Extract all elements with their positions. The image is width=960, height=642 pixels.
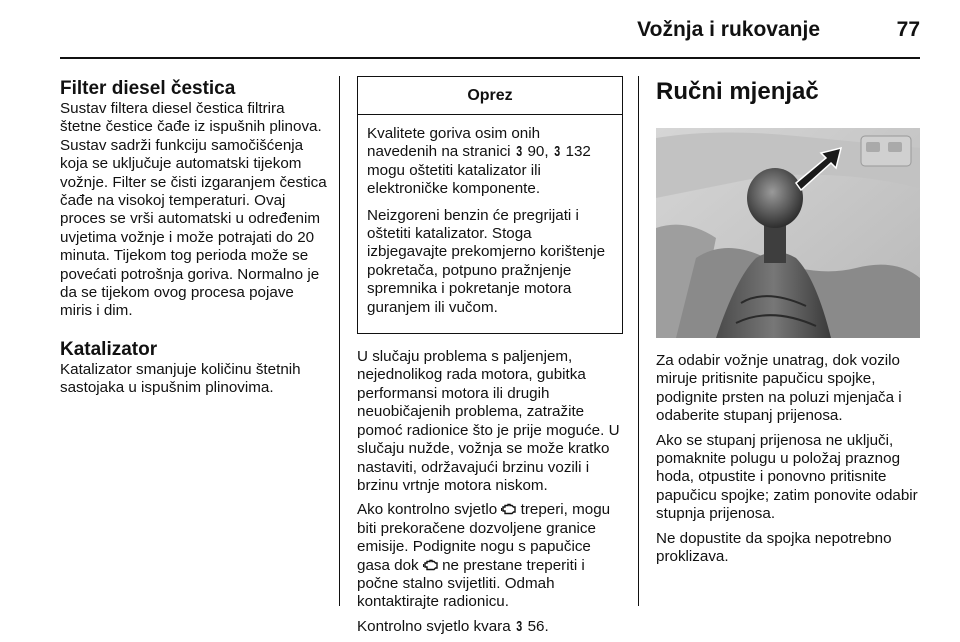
- body-text: Kontrolno svjetlo kvara: [357, 617, 511, 635]
- page-number: 77: [896, 18, 920, 41]
- page-reference: 56.: [527, 617, 549, 635]
- page-header: [60, 14, 920, 50]
- catalyst-heading: Katalizator: [60, 338, 158, 360]
- body-text: Ako kontrolno svjetlo: [357, 501, 498, 519]
- page-title: Vožnja i rukovanje: [637, 18, 820, 41]
- caution-text: mogu oštetiti katalizator ili elektroničke komponente.: [367, 161, 541, 198]
- column-3: [656, 78, 922, 572]
- check-engine-icon: [501, 503, 516, 515]
- filter-heading: Filter diesel čestica: [60, 78, 236, 99]
- reverse-gear-text: Za odabir vožnje unatrag, dok vozilo miruje pritisnite papučicu spojke, podignite prsten na poluzi mjenjača i odaberite stupanj prijenosa.: [656, 352, 902, 425]
- xref-arrow-icon: 3: [516, 617, 523, 635]
- malfunction-light-reference: [357, 618, 625, 636]
- xref-arrow-icon: 3: [554, 143, 561, 161]
- page-reference: 132: [565, 143, 591, 161]
- column-divider: [339, 76, 340, 606]
- xref-arrow-icon: 3: [516, 143, 522, 161]
- check-engine-icon: [423, 559, 438, 571]
- catalyst-text: Katalizator smanjuje količinu štetnih sastojaka u ispušnim plinovima.: [60, 360, 301, 397]
- ignition-problems-text: U slučaju problema s paljenjem, nejednolikog rada motora, gubitka performansi motora ili drugih neuobičajenih problema, zatražite pomoć radionice što je prije moguće. U slučaju nužde, vožnja se može kratko nastaviti, održavajući brzinu vozili i brzinu vrtnje motora niskom.: [357, 348, 620, 494]
- gear-not-engaged-text: Ako se stupanj prijenosa ne uključi, pomaknite polugu u položaj praznog hoda, otpustite i ponovno pritisnite papučicu spojke; zatim ponovite odabir stupnja prijenosa.: [656, 431, 918, 523]
- column-2: [357, 76, 625, 642]
- clutch-slip-text: Ne dopustite da spojka nepotrebno proklizava.: [656, 529, 892, 566]
- warning-light-paragraph: [357, 501, 625, 611]
- filter-text: Sustav filtera diesel čestica filtrira štetne čestice čađe iz ispušnih plinova. Sustav sadrži funkciju samočišćenja koja se uključuje automatski tijekom vožnje. Filter se čisti izgaranjem čestica čađe na visokoj temperaturi. Ovaj proces se vrši automatski u određenim uvjetima vožnje i može potrajati do 20 minuta. Tijekom tog perioda može se povećati potrošnja goriva. Normalno je da se tijekom ovog procesa pojave miris i dim.: [60, 100, 327, 320]
- body-text: ne prestane treperiti i počne stalno svijetliti. Odmah kontaktirajte radionicu.: [357, 556, 585, 611]
- gear-lever-photo: [656, 128, 920, 338]
- body-text: treperi, mogu biti prekoračene dozvoljene granice emisije. Podignite nogu s papučice gasa dok: [357, 501, 611, 574]
- caution-text: Kvalitete goriva osim onih navedenih na stranici: [367, 125, 541, 161]
- caution-title: Oprez: [358, 77, 622, 115]
- caution-paragraph-1: [367, 125, 613, 199]
- page-reference: 90,: [527, 143, 549, 161]
- caution-box: [357, 76, 623, 334]
- caution-body: [358, 115, 622, 333]
- manual-gearbox-heading: Ručni mjenjač: [656, 78, 819, 105]
- column-1: [60, 78, 330, 416]
- header-rule: [60, 57, 920, 59]
- caution-paragraph-2: Neizgoreni benzin će pregrijati i oštetiti katalizator. Stoga izbjegavajte prekomjerno korištenje pokretača, potpuno pražnjenje spremnika i pokretanje motora guranjem ili vučom.: [367, 206, 606, 316]
- column-divider: [638, 76, 639, 606]
